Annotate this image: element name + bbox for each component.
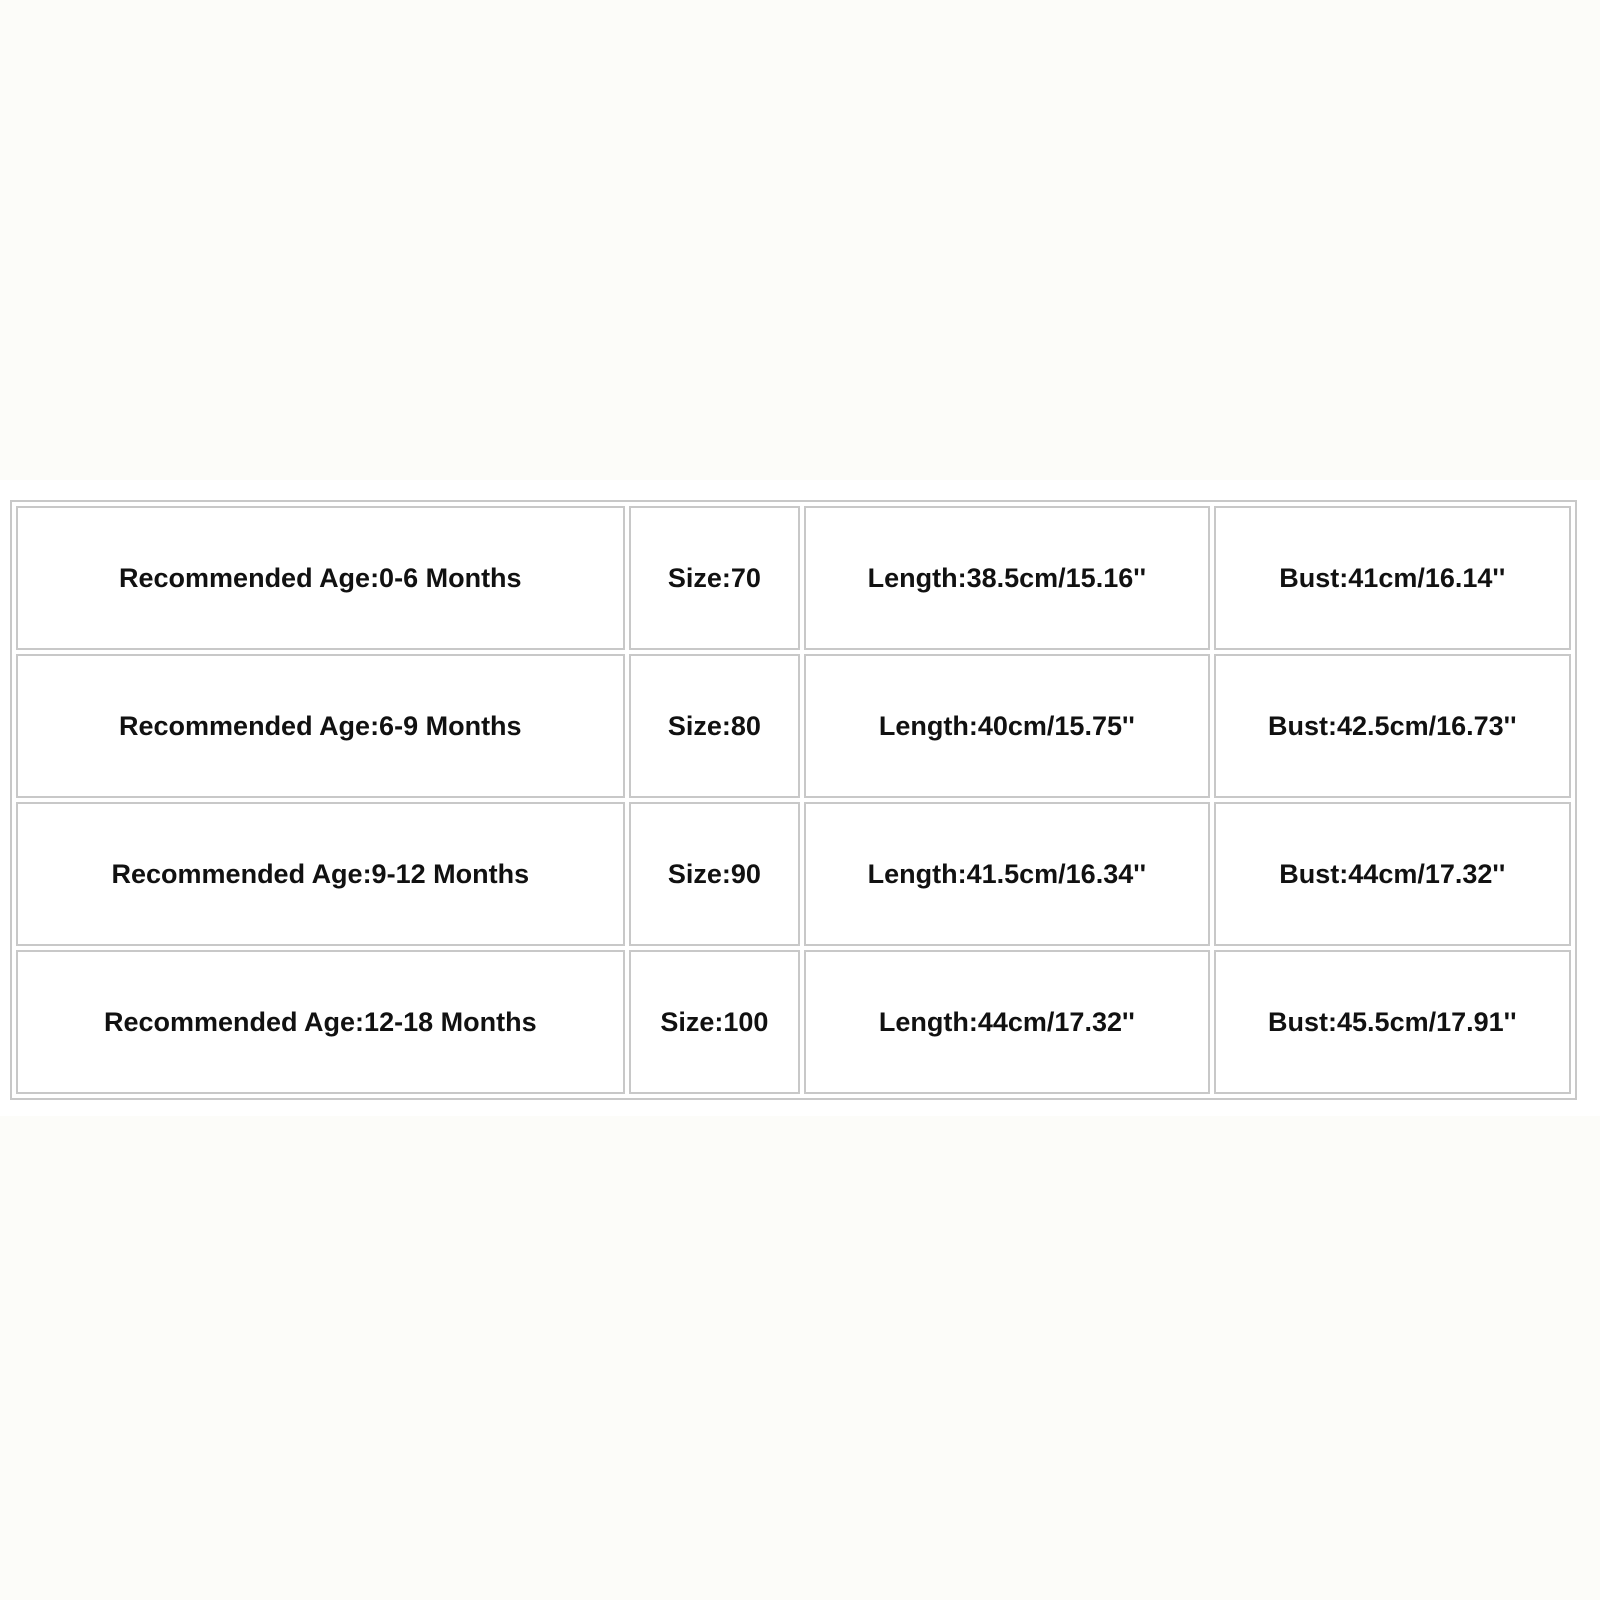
size-cell: Size:70 (629, 506, 801, 650)
table-row (16, 802, 1571, 946)
size-cell: Size:100 (629, 950, 801, 1094)
length-cell: Length:41.5cm/16.34'' (804, 802, 1209, 946)
size-cell: Size:90 (629, 802, 801, 946)
table-row (16, 654, 1571, 798)
length-cell: Length:40cm/15.75'' (804, 654, 1209, 798)
bust-cell: Bust:42.5cm/16.73'' (1214, 654, 1571, 798)
bust-cell: Bust:45.5cm/17.91'' (1214, 950, 1571, 1094)
bust-cell: Bust:44cm/17.32'' (1214, 802, 1571, 946)
age-cell: Recommended Age:0-6 Months (16, 506, 625, 650)
size-chart-table (10, 500, 1577, 1100)
table-row (16, 506, 1571, 650)
bust-cell: Bust:41cm/16.14'' (1214, 506, 1571, 650)
age-cell: Recommended Age:6-9 Months (16, 654, 625, 798)
age-cell: Recommended Age:9-12 Months (16, 802, 625, 946)
length-cell: Length:44cm/17.32'' (804, 950, 1209, 1094)
length-cell: Length:38.5cm/15.16'' (804, 506, 1209, 650)
table-row (16, 950, 1571, 1094)
size-cell: Size:80 (629, 654, 801, 798)
age-cell: Recommended Age:12-18 Months (16, 950, 625, 1094)
